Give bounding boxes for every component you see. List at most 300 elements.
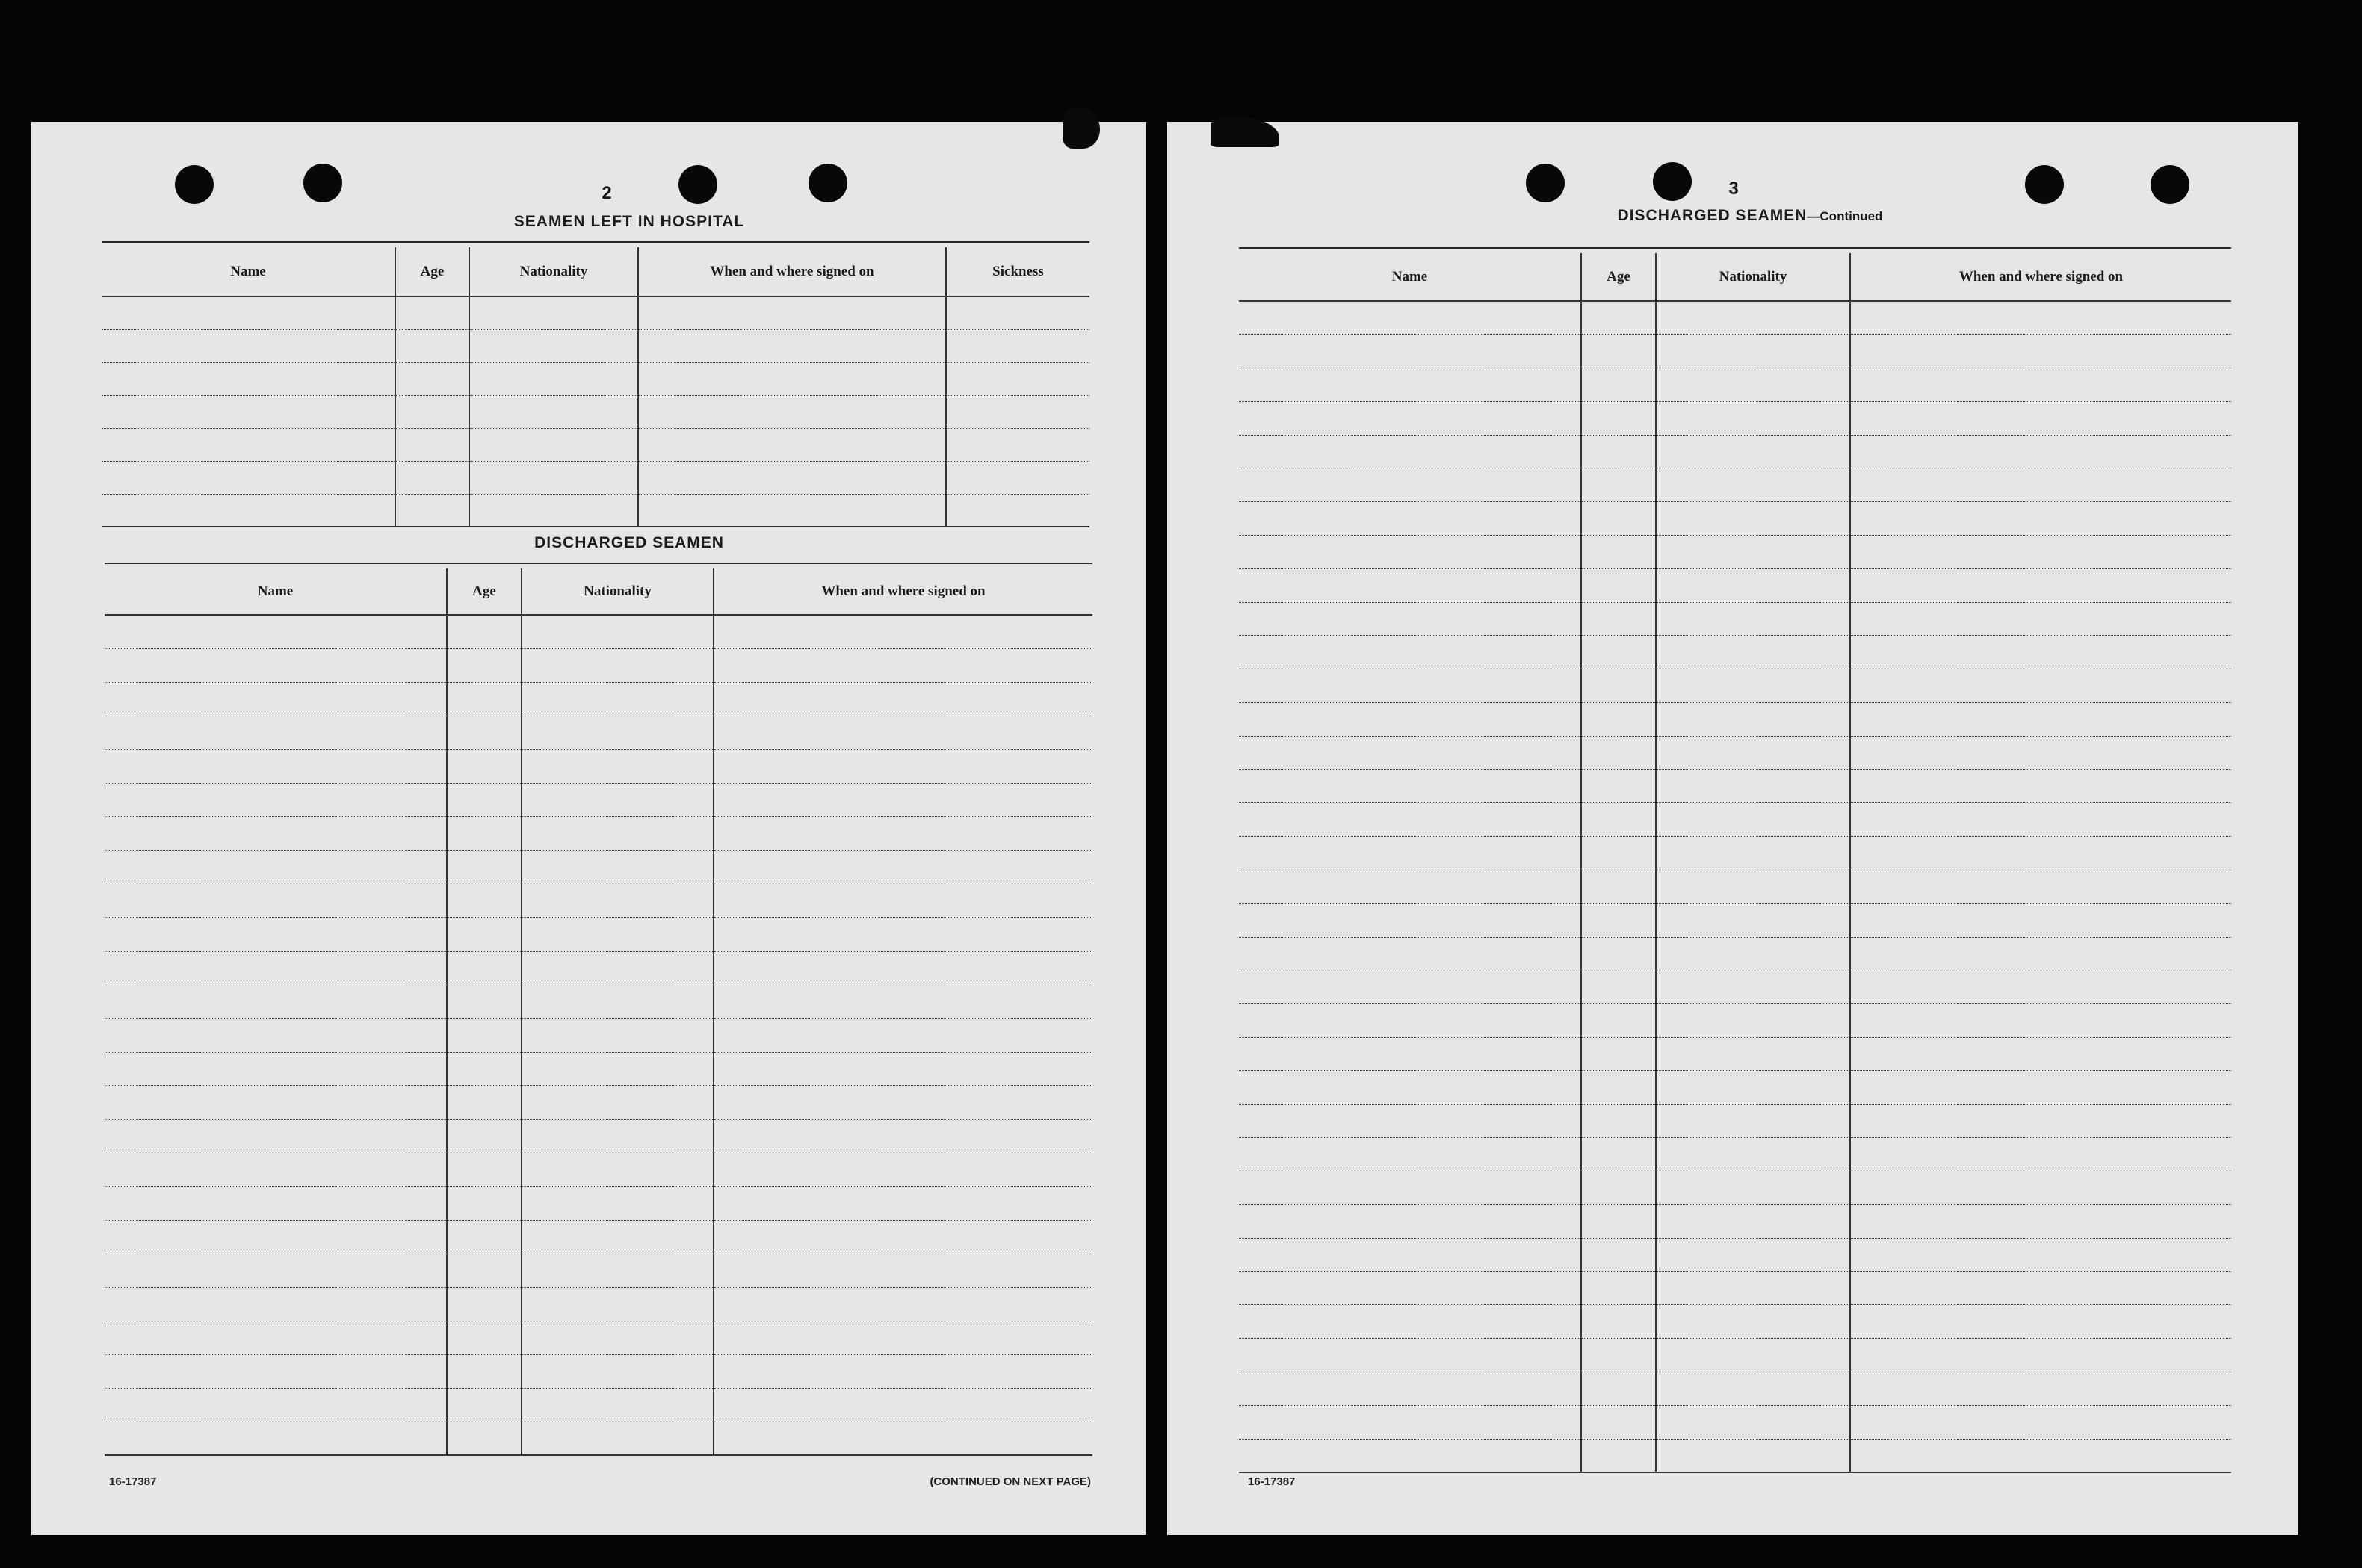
table-body [102, 297, 1089, 527]
blank-cell[interactable] [1239, 970, 1581, 1004]
blank-cell[interactable] [469, 395, 638, 428]
blank-cell[interactable] [1850, 903, 2231, 937]
blank-cell[interactable] [714, 1287, 1092, 1321]
blank-cell[interactable] [946, 395, 1089, 428]
blank-cell[interactable] [447, 682, 522, 716]
blank-cell[interactable] [1581, 1305, 1656, 1339]
blank-cell[interactable] [1850, 703, 2231, 737]
table-row [105, 1287, 1092, 1321]
table-row [102, 297, 1089, 329]
blank-cell[interactable] [522, 850, 714, 884]
blank-cell[interactable] [1239, 1339, 1581, 1372]
blank-cell[interactable] [1656, 536, 1850, 569]
blank-cell[interactable] [447, 716, 522, 749]
blank-cell[interactable] [1850, 1405, 2231, 1439]
blank-cell[interactable] [638, 362, 946, 395]
blank-cell[interactable] [1239, 301, 1581, 335]
blank-cell[interactable] [447, 1388, 522, 1422]
blank-cell[interactable] [1850, 1171, 2231, 1205]
blank-cell[interactable] [447, 1052, 522, 1085]
blank-cell[interactable] [522, 1354, 714, 1388]
blank-cell[interactable] [469, 329, 638, 362]
blank-cell[interactable] [714, 1422, 1092, 1455]
blank-cell[interactable] [1239, 870, 1581, 904]
blank-cell[interactable] [522, 1186, 714, 1220]
blank-cell[interactable] [1656, 1372, 1850, 1406]
blank-cell[interactable] [522, 1254, 714, 1287]
blank-cell[interactable] [1850, 1372, 2231, 1406]
blank-cell[interactable] [1656, 837, 1850, 870]
blank-cell[interactable] [714, 716, 1092, 749]
table-row [1239, 1205, 2231, 1239]
blank-cell[interactable] [1656, 1004, 1850, 1038]
blank-cell[interactable] [638, 428, 946, 461]
blank-cell[interactable] [714, 1018, 1092, 1052]
blank-cell[interactable] [1850, 568, 2231, 602]
blank-cell[interactable] [1239, 1271, 1581, 1305]
blank-cell[interactable] [1581, 736, 1656, 769]
blank-cell[interactable] [714, 1052, 1092, 1085]
blank-cell[interactable] [447, 951, 522, 985]
blank-cell[interactable] [102, 362, 395, 395]
blank-cell[interactable] [1581, 468, 1656, 502]
blank-cell[interactable] [714, 951, 1092, 985]
blank-cell[interactable] [1656, 568, 1850, 602]
blank-cell[interactable] [105, 783, 447, 816]
blank-cell[interactable] [1581, 602, 1656, 636]
blank-cell[interactable] [1239, 1372, 1581, 1406]
blank-cell[interactable] [1239, 703, 1581, 737]
blank-cell[interactable] [105, 951, 447, 985]
blank-cell[interactable] [1239, 736, 1581, 769]
blank-cell[interactable] [1239, 1171, 1581, 1205]
blank-cell[interactable] [1581, 401, 1656, 435]
blank-cell[interactable] [1581, 1238, 1656, 1271]
table-row [105, 716, 1092, 749]
blank-cell[interactable] [447, 1422, 522, 1455]
blank-cell[interactable] [522, 1052, 714, 1085]
table-row [1239, 435, 2231, 468]
blank-cell[interactable] [1239, 335, 1581, 368]
blank-cell[interactable] [1581, 1104, 1656, 1138]
blank-cell[interactable] [1656, 1271, 1850, 1305]
blank-cell[interactable] [105, 1018, 447, 1052]
blank-cell[interactable] [522, 1018, 714, 1052]
blank-cell[interactable] [105, 615, 447, 648]
blank-cell[interactable] [1239, 602, 1581, 636]
punch-hole [175, 165, 214, 204]
blank-cell[interactable] [1239, 1305, 1581, 1339]
blank-cell[interactable] [1239, 636, 1581, 669]
blank-cell[interactable] [1239, 536, 1581, 569]
blank-cell[interactable] [1239, 1138, 1581, 1171]
blank-cell[interactable] [946, 428, 1089, 461]
blank-cell[interactable] [1656, 970, 1850, 1004]
blank-cell[interactable] [1850, 669, 2231, 703]
blank-cell[interactable] [1581, 803, 1656, 837]
blank-cell[interactable] [105, 1220, 447, 1254]
blank-cell[interactable] [1581, 1171, 1656, 1205]
blank-cell[interactable] [714, 1153, 1092, 1186]
blank-cell[interactable] [522, 816, 714, 850]
blank-cell[interactable] [1850, 1138, 2231, 1171]
blank-cell[interactable] [395, 297, 469, 329]
blank-cell[interactable] [1656, 703, 1850, 737]
blank-cell[interactable] [522, 1119, 714, 1153]
blank-cell[interactable] [522, 716, 714, 749]
blank-cell[interactable] [1850, 468, 2231, 502]
blank-cell[interactable] [714, 1220, 1092, 1254]
blank-cell[interactable] [1850, 1038, 2231, 1071]
blank-cell[interactable] [1239, 1070, 1581, 1104]
blank-cell[interactable] [522, 1287, 714, 1321]
blank-cell[interactable] [1850, 1439, 2231, 1472]
blank-cell[interactable] [105, 749, 447, 783]
blank-cell[interactable] [946, 494, 1089, 527]
blank-cell[interactable] [1850, 636, 2231, 669]
blank-cell[interactable] [1239, 1439, 1581, 1472]
blank-cell[interactable] [714, 1085, 1092, 1119]
blank-cell[interactable] [105, 648, 447, 682]
blank-cell[interactable] [714, 615, 1092, 648]
blank-cell[interactable] [638, 461, 946, 494]
blank-cell[interactable] [1581, 1339, 1656, 1372]
blank-cell[interactable] [522, 615, 714, 648]
blank-cell[interactable] [447, 884, 522, 917]
blank-cell[interactable] [1656, 870, 1850, 904]
blank-cell[interactable] [714, 783, 1092, 816]
blank-cell[interactable] [447, 917, 522, 951]
blank-cell[interactable] [714, 1321, 1092, 1354]
blank-cell[interactable] [105, 682, 447, 716]
blank-cell[interactable] [447, 1220, 522, 1254]
blank-cell[interactable] [1581, 1405, 1656, 1439]
blank-cell[interactable] [1656, 1305, 1850, 1339]
blank-cell[interactable] [1656, 1405, 1850, 1439]
blank-cell[interactable] [1850, 536, 2231, 569]
blank-cell[interactable] [1581, 669, 1656, 703]
blank-cell[interactable] [1581, 703, 1656, 737]
blank-cell[interactable] [1656, 1171, 1850, 1205]
blank-cell[interactable] [1850, 602, 2231, 636]
blank-cell[interactable] [447, 783, 522, 816]
blank-cell[interactable] [1850, 970, 2231, 1004]
blank-cell[interactable] [522, 985, 714, 1018]
blank-cell[interactable] [1656, 435, 1850, 468]
blank-cell[interactable] [395, 395, 469, 428]
page-number: 3 [1728, 179, 1739, 199]
blank-cell[interactable] [102, 297, 395, 329]
blank-cell[interactable] [447, 1321, 522, 1354]
blank-cell[interactable] [105, 985, 447, 1018]
blank-cell[interactable] [714, 816, 1092, 850]
blank-cell[interactable] [1581, 301, 1656, 335]
blank-cell[interactable] [1656, 468, 1850, 502]
blank-cell[interactable] [105, 1354, 447, 1388]
blank-cell[interactable] [1581, 536, 1656, 569]
blank-cell[interactable] [395, 428, 469, 461]
blank-cell[interactable] [469, 461, 638, 494]
blank-cell[interactable] [1581, 1138, 1656, 1171]
blank-cell[interactable] [1656, 1038, 1850, 1071]
table-row [1239, 1372, 2231, 1406]
blank-cell[interactable] [638, 494, 946, 527]
blank-cell[interactable] [105, 1422, 447, 1455]
blank-cell[interactable] [105, 850, 447, 884]
blank-cell[interactable] [395, 494, 469, 527]
blank-cell[interactable] [1581, 870, 1656, 904]
blank-cell[interactable] [638, 329, 946, 362]
blank-cell[interactable] [105, 1388, 447, 1422]
blank-cell[interactable] [105, 716, 447, 749]
blank-cell[interactable] [714, 1388, 1092, 1422]
blank-cell[interactable] [1581, 1038, 1656, 1071]
blank-cell[interactable] [1581, 502, 1656, 536]
blank-cell[interactable] [1850, 1238, 2231, 1271]
blank-cell[interactable] [447, 1018, 522, 1052]
blank-cell[interactable] [1850, 870, 2231, 904]
blank-cell[interactable] [1239, 1038, 1581, 1071]
blank-cell[interactable] [1239, 937, 1581, 970]
blank-cell[interactable] [1850, 769, 2231, 803]
blank-cell[interactable] [522, 1422, 714, 1455]
blank-cell[interactable] [1850, 1205, 2231, 1239]
blank-cell[interactable] [1656, 803, 1850, 837]
punch-hole [2025, 165, 2064, 204]
blank-cell[interactable] [1581, 1271, 1656, 1305]
blank-cell[interactable] [522, 749, 714, 783]
blank-cell[interactable] [638, 297, 946, 329]
blank-cell[interactable] [1239, 1004, 1581, 1038]
blank-cell[interactable] [1656, 1439, 1850, 1472]
blank-cell[interactable] [447, 1085, 522, 1119]
blank-cell[interactable] [469, 362, 638, 395]
blank-cell[interactable] [1239, 1104, 1581, 1138]
blank-cell[interactable] [946, 362, 1089, 395]
blank-cell[interactable] [1239, 368, 1581, 402]
form-number: 16-17387 [109, 1475, 157, 1488]
blank-cell[interactable] [1239, 769, 1581, 803]
blank-cell[interactable] [102, 329, 395, 362]
blank-cell[interactable] [714, 850, 1092, 884]
blank-cell[interactable] [1656, 602, 1850, 636]
blank-cell[interactable] [1850, 837, 2231, 870]
blank-cell[interactable] [447, 1119, 522, 1153]
blank-cell[interactable] [522, 917, 714, 951]
blank-cell[interactable] [447, 850, 522, 884]
blank-cell[interactable] [1656, 401, 1850, 435]
blank-cell[interactable] [522, 1388, 714, 1422]
blank-cell[interactable] [1850, 335, 2231, 368]
blank-cell[interactable] [1850, 435, 2231, 468]
blank-cell[interactable] [102, 494, 395, 527]
blank-cell[interactable] [714, 884, 1092, 917]
blank-cell[interactable] [105, 884, 447, 917]
blank-cell[interactable] [105, 1052, 447, 1085]
blank-cell[interactable] [395, 329, 469, 362]
blank-cell[interactable] [1239, 502, 1581, 536]
blank-cell[interactable] [1581, 1372, 1656, 1406]
blank-cell[interactable] [469, 494, 638, 527]
blank-cell[interactable] [714, 1186, 1092, 1220]
blank-cell[interactable] [105, 917, 447, 951]
blank-cell[interactable] [714, 1254, 1092, 1287]
blank-cell[interactable] [1656, 1070, 1850, 1104]
blank-cell[interactable] [447, 1153, 522, 1186]
blank-cell[interactable] [1850, 937, 2231, 970]
blank-cell[interactable] [1239, 903, 1581, 937]
blank-cell[interactable] [1239, 1238, 1581, 1271]
blank-cell[interactable] [1239, 837, 1581, 870]
blank-cell[interactable] [1850, 1305, 2231, 1339]
blank-cell[interactable] [714, 985, 1092, 1018]
blank-cell[interactable] [447, 1354, 522, 1388]
blank-cell[interactable] [1850, 401, 2231, 435]
blank-cell[interactable] [1239, 1205, 1581, 1239]
blank-cell[interactable] [447, 1254, 522, 1287]
blank-cell[interactable] [102, 395, 395, 428]
blank-cell[interactable] [1239, 435, 1581, 468]
column-header-nationality: Nationality [469, 247, 638, 297]
blank-cell[interactable] [946, 461, 1089, 494]
blank-cell[interactable] [1656, 1339, 1850, 1372]
blank-cell[interactable] [1581, 368, 1656, 402]
table-row [105, 1153, 1092, 1186]
column-header-sickness: Sickness [946, 247, 1089, 297]
blank-cell[interactable] [447, 615, 522, 648]
blank-cell[interactable] [1239, 468, 1581, 502]
blank-cell[interactable] [1656, 736, 1850, 769]
blank-cell[interactable] [714, 749, 1092, 783]
blank-cell[interactable] [1850, 1271, 2231, 1305]
table-row [1239, 703, 2231, 737]
blank-cell[interactable] [946, 297, 1089, 329]
blank-cell[interactable] [105, 1321, 447, 1354]
blank-cell[interactable] [105, 1119, 447, 1153]
blank-cell[interactable] [1581, 1205, 1656, 1239]
blank-cell[interactable] [1656, 301, 1850, 335]
blank-cell[interactable] [105, 1085, 447, 1119]
blank-cell[interactable] [1656, 502, 1850, 536]
section-title-discharged-continued: DISCHARGED SEAMEN—Continued [1617, 207, 1883, 224]
blank-cell[interactable] [1581, 1439, 1656, 1472]
blank-cell[interactable] [105, 1287, 447, 1321]
blank-cell[interactable] [1581, 1070, 1656, 1104]
table-row [1239, 1305, 2231, 1339]
table-row [1239, 903, 2231, 937]
blank-cell[interactable] [1581, 970, 1656, 1004]
blank-cell[interactable] [1581, 335, 1656, 368]
blank-cell[interactable] [1656, 937, 1850, 970]
blank-cell[interactable] [1850, 368, 2231, 402]
table-row [1239, 636, 2231, 669]
blank-cell[interactable] [447, 749, 522, 783]
blank-cell[interactable] [1850, 502, 2231, 536]
blank-cell[interactable] [1239, 669, 1581, 703]
blank-cell[interactable] [447, 985, 522, 1018]
blank-cell[interactable] [1850, 803, 2231, 837]
blank-cell[interactable] [447, 648, 522, 682]
blank-cell[interactable] [1850, 1339, 2231, 1372]
blank-cell[interactable] [1850, 301, 2231, 335]
blank-cell[interactable] [714, 917, 1092, 951]
blank-cell[interactable] [1239, 401, 1581, 435]
blank-cell[interactable] [105, 816, 447, 850]
blank-cell[interactable] [1850, 1104, 2231, 1138]
blank-cell[interactable] [1850, 1004, 2231, 1038]
blank-cell[interactable] [714, 1119, 1092, 1153]
blank-cell[interactable] [522, 1321, 714, 1354]
table-row [102, 494, 1089, 527]
blank-cell[interactable] [1581, 568, 1656, 602]
blank-cell[interactable] [1656, 769, 1850, 803]
blank-cell[interactable] [1581, 769, 1656, 803]
blank-cell[interactable] [1656, 335, 1850, 368]
blank-cell[interactable] [714, 648, 1092, 682]
blank-cell[interactable] [105, 1254, 447, 1287]
blank-cell[interactable] [105, 1153, 447, 1186]
blank-cell[interactable] [395, 461, 469, 494]
blank-cell[interactable] [1581, 435, 1656, 468]
blank-cell[interactable] [395, 362, 469, 395]
blank-cell[interactable] [1850, 1070, 2231, 1104]
blank-cell[interactable] [522, 682, 714, 716]
blank-cell[interactable] [522, 648, 714, 682]
blank-cell[interactable] [1239, 1405, 1581, 1439]
blank-cell[interactable] [1581, 1004, 1656, 1038]
blank-cell[interactable] [522, 951, 714, 985]
blank-cell[interactable] [1656, 1238, 1850, 1271]
continued-note: (CONTINUED ON NEXT PAGE) [930, 1475, 1091, 1488]
blank-cell[interactable] [469, 428, 638, 461]
blank-cell[interactable] [522, 1220, 714, 1254]
blank-cell[interactable] [522, 884, 714, 917]
blank-cell[interactable] [105, 1186, 447, 1220]
blank-cell[interactable] [1656, 669, 1850, 703]
blank-cell[interactable] [1239, 803, 1581, 837]
blank-cell[interactable] [1581, 837, 1656, 870]
blank-cell[interactable] [714, 1354, 1092, 1388]
blank-cell[interactable] [1581, 636, 1656, 669]
blank-cell[interactable] [1656, 1205, 1850, 1239]
blank-cell[interactable] [447, 816, 522, 850]
blank-cell[interactable] [447, 1287, 522, 1321]
table-row [105, 1052, 1092, 1085]
blank-cell[interactable] [1656, 903, 1850, 937]
blank-cell[interactable] [1581, 937, 1656, 970]
blank-cell[interactable] [102, 461, 395, 494]
blank-cell[interactable] [1656, 636, 1850, 669]
blank-cell[interactable] [946, 329, 1089, 362]
blank-cell[interactable] [1581, 903, 1656, 937]
blank-cell[interactable] [447, 1186, 522, 1220]
blank-cell[interactable] [102, 428, 395, 461]
table-row [102, 428, 1089, 461]
punch-hole [303, 164, 342, 202]
blank-cell[interactable] [714, 682, 1092, 716]
blank-cell[interactable] [1656, 368, 1850, 402]
blank-cell[interactable] [638, 395, 946, 428]
blank-cell[interactable] [469, 297, 638, 329]
blank-cell[interactable] [1656, 1104, 1850, 1138]
blank-cell[interactable] [522, 1153, 714, 1186]
table-row [105, 1321, 1092, 1354]
blank-cell[interactable] [522, 783, 714, 816]
blank-cell[interactable] [522, 1085, 714, 1119]
blank-cell[interactable] [1850, 736, 2231, 769]
blank-cell[interactable] [1656, 1138, 1850, 1171]
blank-cell[interactable] [1239, 568, 1581, 602]
